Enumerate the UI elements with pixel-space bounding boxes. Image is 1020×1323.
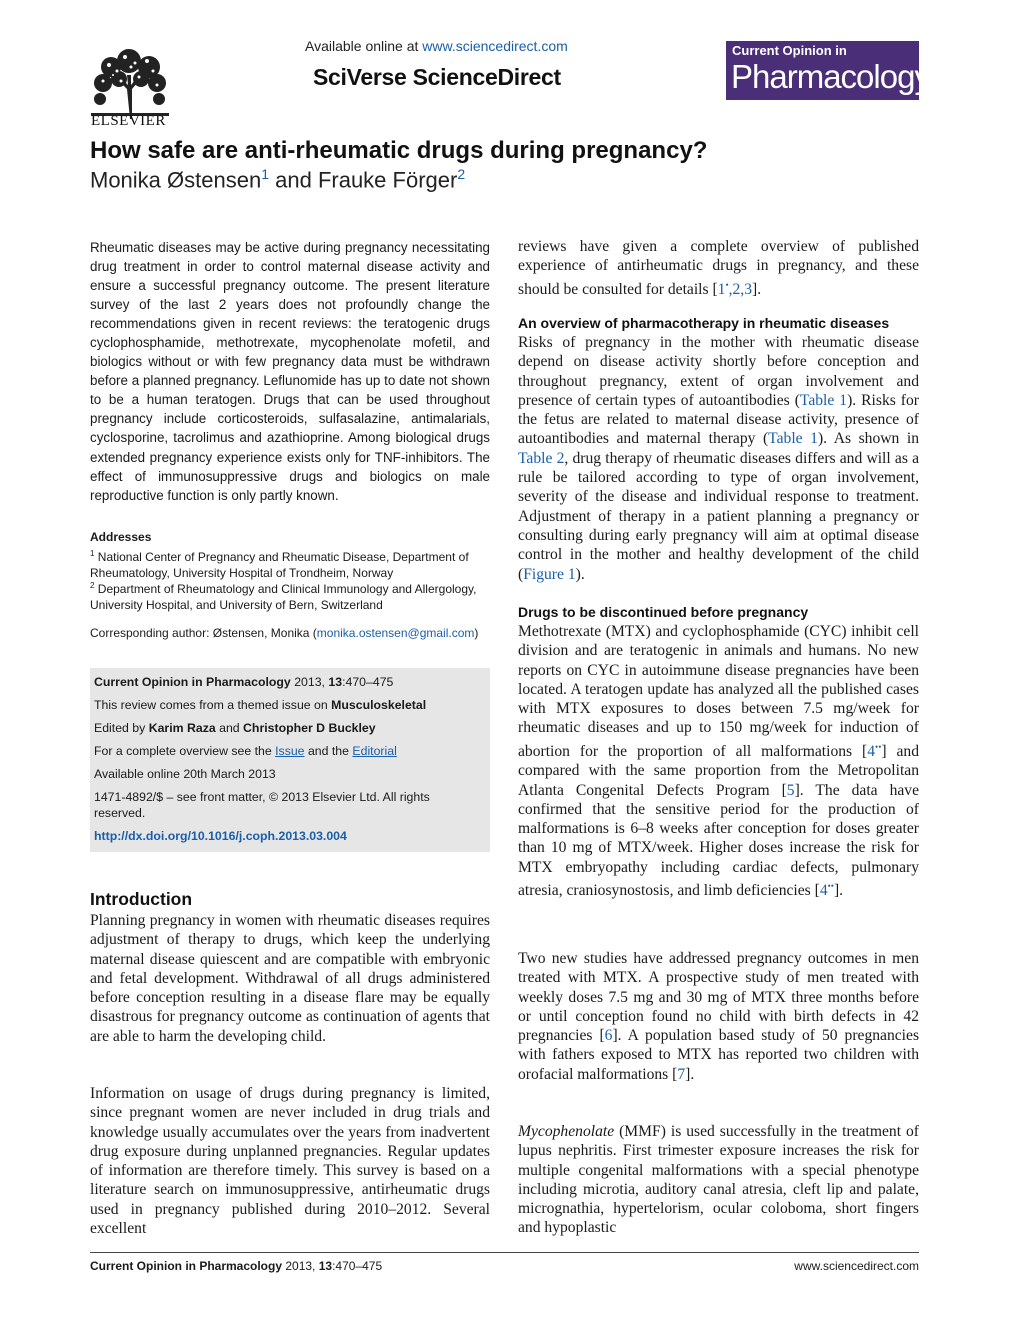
issue-link[interactable]: Issue — [275, 744, 305, 758]
table-1-link-2[interactable]: Table 1 — [768, 430, 818, 448]
right-paragraph-0: reviews have given a complete overview of published experience of antirheumatic drugs in pregnancy, and these should be consulted for details [1•,2,3]. — [518, 238, 919, 298]
editorial-link[interactable]: Editorial — [352, 744, 397, 758]
ref-5[interactable]: 5 — [786, 781, 795, 799]
article-info-box — [90, 668, 490, 852]
author-1-affil[interactable]: 1 — [261, 166, 269, 182]
addresses-heading: Addresses — [90, 530, 152, 544]
footer-url[interactable]: www.sciencedirect.com — [794, 1259, 919, 1273]
author-2-affil[interactable]: 2 — [457, 166, 466, 182]
refs-2-3[interactable]: ,2,3 — [728, 280, 752, 298]
ref-4-b[interactable]: 4 — [819, 882, 828, 900]
address-1: $^1$ National Center of Pregnancy and Rheumatic Disease, Department of Rheumatology, University Hospital of Trondheim, Norway — [90, 549, 469, 580]
mycophenolate-paragraph: Mycophenolate (MMF) is used successfully in the treatment of lupus nephritis. First trimester exposure increases the risk for multiple congenital malformations with a special phenotype including microtia, auditory canal atresia, cleft lip and palate, micrognathia, hypertelorism, ocular coloboma, short fingers and hypoplastic — [518, 1123, 919, 1237]
figure-1-link[interactable]: Figure 1 — [523, 565, 576, 583]
themed-issue-line: This review comes from a themed issue on Musculoskeletal — [94, 698, 427, 712]
ref-4[interactable]: 4 — [867, 742, 876, 760]
journal-logo-main: Pharmacology — [731, 58, 930, 95]
available-date: Available online 20th March 2013 — [94, 767, 276, 781]
table-2-link[interactable]: Table 2 — [518, 449, 565, 467]
author-2: Frauke Förger — [317, 167, 458, 193]
editors-line: Edited by Karim Raza and Christopher D Buckley — [94, 721, 376, 735]
intro-paragraph-1: Planning pregnancy in women with rheumatic diseases requires adjustment of therapy to drugs, which keep the underlying maternal disease quiescent and are compatible with embryonic and fetal development. Withdrawal of all drugs administered before conception resulting in a disease flare may be equally disastrous for pregnancy outcome as continuation of agents that are able to harm the developing child. — [90, 912, 490, 1045]
ref-6[interactable]: 6 — [604, 1027, 613, 1045]
availability-line: Available online at www.sciencedirect.com — [305, 38, 568, 54]
discontinued-paragraph: Methotrexate (MTX) and cyclophosphamide (CYC) inhibit cell division and are teratogenic in animals and humans. No new reports on CYC in autoimmune disease pregnancies have been located. A teratogen update has analyzed all the published cases with MTX exposures to doses between 7.5 mg/week for rheumatic diseases and up to 150 mg/week for induction of abortion for the proportion of all malformations [4••] and compared with the same proportion from the Metropolitan Atlanta Congenital Defects Program [5]. The data have confirmed that the sensitive period for the production of malformations is 6–8 weeks after conception for doses greater than 10 mg of MTX/week. Higher doses increase the risk for MTX embryopathy including cardiac defects, pulmonary atresia, craniosynostosis, and limb deficiencies [4••]. — [518, 623, 920, 900]
table-1-link[interactable]: Table 1 — [799, 391, 848, 409]
section-heading-discontinued: Drugs to be discontinued before pregnancy — [518, 604, 809, 620]
publisher-name: ELSEVIER — [91, 113, 166, 129]
author-1: Monika Østensen — [90, 167, 262, 193]
article-title: How safe are anti-rheumatic drugs during pregnancy? — [90, 137, 708, 164]
doi-link[interactable]: http://dx.doi.org/10.1016/j.coph.2013.03.004 — [94, 829, 347, 843]
author-email-link[interactable]: monika.ostensen@gmail.com — [316, 626, 475, 640]
journal-logo-top: Current Opinion in — [732, 43, 847, 58]
author-list: Monika Østensen$^1$ and Frauke Förger$^2$ — [90, 166, 466, 193]
copyright-line: 1471-4892/$ – see front matter, © 2013 Elsevier Ltd. All rights reserved. — [94, 790, 430, 820]
footer-citation: Current Opinion in Pharmacology 2013, 13:470–475 — [90, 1259, 383, 1273]
citation-line: Current Opinion in Pharmacology 2013, 13:470–475 — [94, 675, 394, 689]
ref-1[interactable]: 1 — [717, 280, 726, 298]
overview-line: For a complete overview see the Issue and the Editorial — [94, 744, 397, 758]
address-2: $^2$ Department of Rheumatology and Clinical Immunology and Allergology, University Hospital, and University of Bern, Switzerland — [90, 581, 477, 612]
pharmacotherapy-paragraph: Risks of pregnancy in the mother with rheumatic disease depend on disease activity shortly before conception and throughout pregnancy, extent of organ involvement and presence of certain types of autoantibodies (Table 1). Risks for the fetus are related to maternal disease activity, presence of autoantibodies and maternal therapy (Table 1). As shown in Table 2, drug therapy of rheumatic diseases differs and will as a rule be tailored according to type of organ involvement, severity of the disease and individual response to treatment. Adjustment of therapy in a patient planning a pregnancy or consulting during early pregnancy will aim at optimal disease control in the mother and healthy development of the child (Figure 1). — [518, 334, 919, 583]
intro-paragraph-2: Information on usage of drugs during pregnancy is limited, since pregnant women are never included in drug trials and knowledge usually accumulates over the years from inadvertent drug exposure during unplanned pregnancies. Regular updates of information are therefore timely. This survey is based on a literature search on immunosuppressive, antirheumatic drugs used in pregnancy published during 2010–2012. Several excellent — [90, 1085, 490, 1238]
section-heading-pharmacotherapy: An overview of pharmacotherapy in rheumatic diseases — [518, 315, 890, 331]
abstract: Rheumatic diseases may be active during pregnancy necessitating drug treatment in order to control maternal disease activity and ensure a successful pregnancy outcome. The present literature survey of the last 2 years does not profoundly change the recommendations given in recent reviews: the teratogenic drugs cyclophosphamide, methotrexate, mycophenolate mofetil, and biologics without or with few pregnancy data must be withdrawn before a planned pregnancy. Leflunomide has up to date not shown to be a human teratogen. Drugs that can be used throughout pregnancy include corticosteroids, sulfasalazine, antimalarials, cyclosporine, tacrolimus and azathioprine. Among biological drugs extended pregnancy experience exists only for TNF-inhibitors. The effect of immunosuppressive drugs and biologics on male reproductive function is only partly known. — [90, 240, 490, 503]
mtx-men-paragraph: Two new studies have addressed pregnancy outcomes in men treated with MTX. A prospective study of men treated with weekly doses 7.5 mg and 30 mg of MTX three months before or until conception found no child with birth defects in 42 pregnancies [6]. A population based study of 50 pregnancies with fathers exposed to MTX has reported two children with orofacial malformations [7]. — [518, 950, 920, 1083]
ref-7[interactable]: 7 — [677, 1065, 686, 1083]
introduction-heading: Introduction — [90, 889, 193, 909]
platform-name: SciVerse ScienceDirect — [313, 64, 561, 90]
footer-rule — [90, 1252, 919, 1253]
sciencedirect-link[interactable]: www.sciencedirect.com — [422, 38, 568, 54]
journal-logo — [726, 41, 930, 100]
corresponding-author: Corresponding author: Østensen, Monika (monika.ostensen@gmail.com) — [90, 626, 479, 640]
